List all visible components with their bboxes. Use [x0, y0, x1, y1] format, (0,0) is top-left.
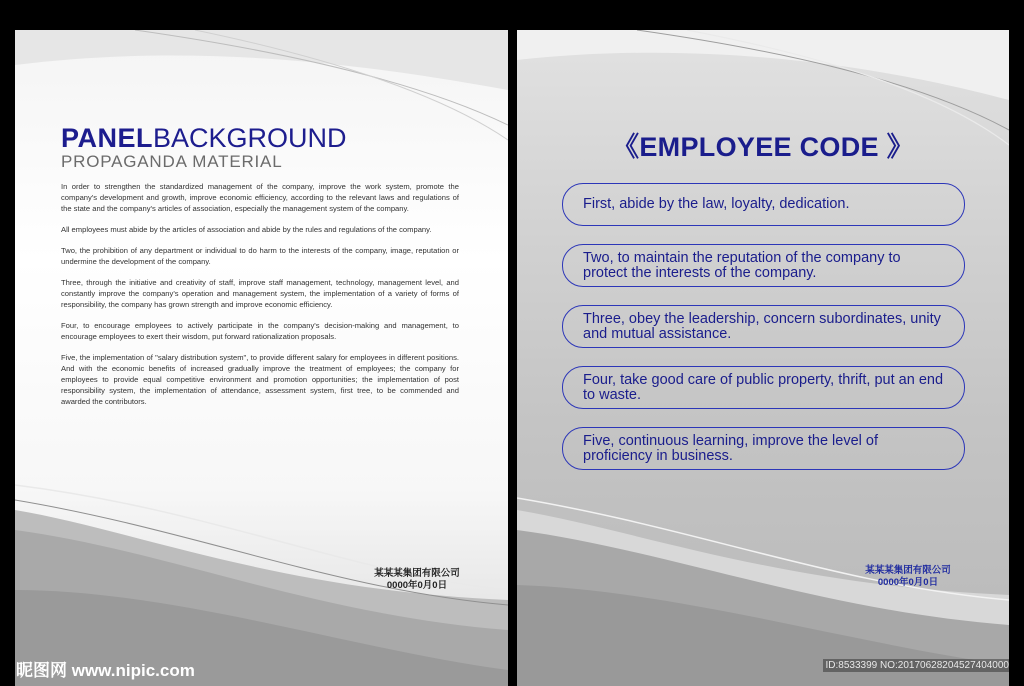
footer [853, 565, 963, 589]
left-panel [15, 30, 508, 686]
paragraph: Three, through the initiative and creativity of staff, improve staff management, technology, management level, and constantly improve the company's operation and management system, the implementation of a variety of forms of responsibility, the company has grown strength and improve economic efficiency. [61, 278, 459, 309]
code-item [562, 244, 965, 287]
code-item-text: Two, to maintain the reputation of the company to protect the interests of the company. [583, 249, 901, 281]
code-item [562, 183, 965, 226]
code-item-text: Four, take good care of public property, thrift, put an end to waste. [583, 371, 944, 403]
paragraph: Five, the implementation of "salary distribution system", to provide different salary for employees in different positions. And with the economic benefits of increased gradually improve the treatment of employees; the company for employees to provide equal competitive environment and promotion opportunities; the implementation of post responsibility system, the implementation of attendance, assessment system, first tree, to be commended and awarded the contributors. [61, 353, 459, 406]
footer-company: 某某某集团有限公司 [374, 568, 460, 579]
code-item-text: Three, obey the leadership, concern subordinates, unity and mutual assistance. [583, 310, 941, 342]
right-panel [517, 30, 1009, 686]
image-id-watermark: ID:8533399 NO:20170628204527404000 [823, 659, 1013, 672]
paragraph: Two, the prohibition of any department or individual to do harm to the interests of the company, image, reputation or undermine the development of the company. [61, 246, 459, 266]
body-text [61, 181, 459, 417]
code-item [562, 305, 965, 348]
employee-code-title: 《EMPLOYEE CODE 》 [612, 132, 914, 162]
code-item-text: First, abide by the law, loyalty, dedication. [583, 196, 850, 212]
footer [367, 568, 467, 592]
code-item [562, 366, 965, 409]
title-bold-part: PANEL [61, 123, 154, 153]
paragraph: All employees must abide by the articles of association and abide by the rules and regulations of the company. [61, 225, 432, 234]
code-item-text: Five, continuous learning, improve the level of proficiency in business. [583, 432, 878, 464]
title-light-part: BACKGROUND [153, 123, 347, 153]
footer-date: 0000年0月0日 [877, 577, 939, 588]
panel-subtitle: PROPAGANDA MATERIAL [61, 152, 283, 171]
paragraph: In order to strengthen the standardized management of the company, improve the work system, promote the company's development and growth, improve economic efficiency, according to the relevant laws and regulations of the state and the company's articles of association, especially the management system of the company. [61, 182, 459, 213]
paragraph: Four, to encourage employees to actively participate in the company's decision-making and management, to encourage employees to exert their wisdom, put forward rationalization proposals. [61, 321, 459, 341]
code-item [562, 427, 965, 470]
site-watermark: 昵图网 www.nipic.com [16, 661, 195, 680]
panel-title [61, 125, 347, 152]
footer-company: 某某某集团有限公司 [865, 565, 951, 576]
footer-date: 0000年0月0日 [386, 580, 448, 591]
